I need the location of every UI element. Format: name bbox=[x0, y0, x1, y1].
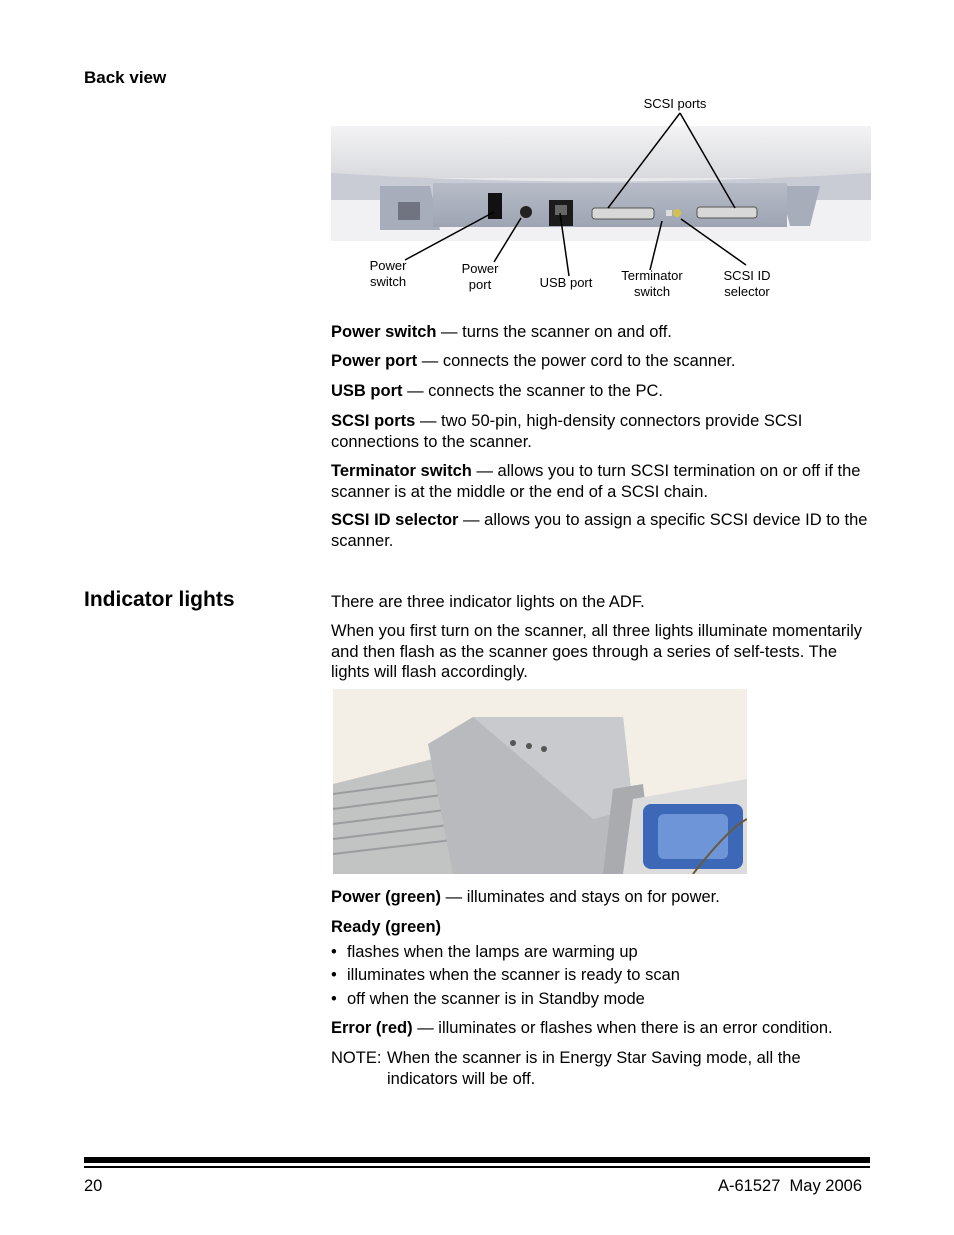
label-scsi-id-selector: SCSI ID selector bbox=[723, 268, 771, 299]
label-scsi-ports: SCSI ports bbox=[643, 96, 707, 111]
description-power-switch: Power switch — turns the scanner on and off. bbox=[331, 323, 672, 341]
footer-rule-thick bbox=[84, 1157, 870, 1163]
description-terminator-switch: Terminator switch — allows you to turn SCSI termination on or off if the scanner is at the middle or the end of a SCSI chain. bbox=[331, 462, 861, 501]
document-reference: A-61527 May 2006 bbox=[717, 1177, 862, 1195]
adf-indicator-photo bbox=[333, 689, 747, 874]
note-text: When the scanner is in Energy Star Saving mode, all the indicators will be off. bbox=[387, 1049, 801, 1088]
page-number: 20 bbox=[84, 1177, 103, 1195]
indicator-ready-heading: Ready (green) bbox=[331, 918, 442, 936]
note-label: NOTE: bbox=[331, 1049, 382, 1067]
description-power-port: Power port — connects the power cord to the scanner. bbox=[331, 352, 736, 370]
description-scsi-ports: SCSI ports — two 50-pin, high-density connectors provide SCSI connections to the scanner. bbox=[331, 412, 803, 451]
label-power-port: Power port bbox=[461, 261, 499, 292]
scanner-back-photo bbox=[331, 126, 871, 241]
label-power-switch: Power switch bbox=[369, 258, 407, 289]
description-usb-port: USB port — connects the scanner to the PC. bbox=[331, 382, 663, 400]
indicator-error: Error (red) — illuminates or flashes when there is an error condition. bbox=[331, 1019, 833, 1037]
footer-rule-thin bbox=[84, 1166, 870, 1168]
indicator-paragraph: When you first turn on the scanner, all three lights illuminate momentarily and then flash as the scanner goes through a series of self-tests. The lights will flash accordingly. bbox=[331, 622, 862, 681]
indicator-intro: There are three indicator lights on the ADF. bbox=[331, 593, 645, 611]
label-usb-port: USB port bbox=[539, 275, 593, 290]
description-scsi-id-selector: SCSI ID selector — allows you to assign a specific SCSI device ID to the scanner. bbox=[331, 511, 868, 550]
label-terminator-switch: Terminator switch bbox=[621, 268, 683, 299]
section-heading-back-view: Back view bbox=[84, 68, 167, 87]
section-heading-indicator-lights: Indicator lights bbox=[84, 588, 235, 611]
indicator-power: Power (green) — illuminates and stays on for power. bbox=[331, 888, 720, 906]
